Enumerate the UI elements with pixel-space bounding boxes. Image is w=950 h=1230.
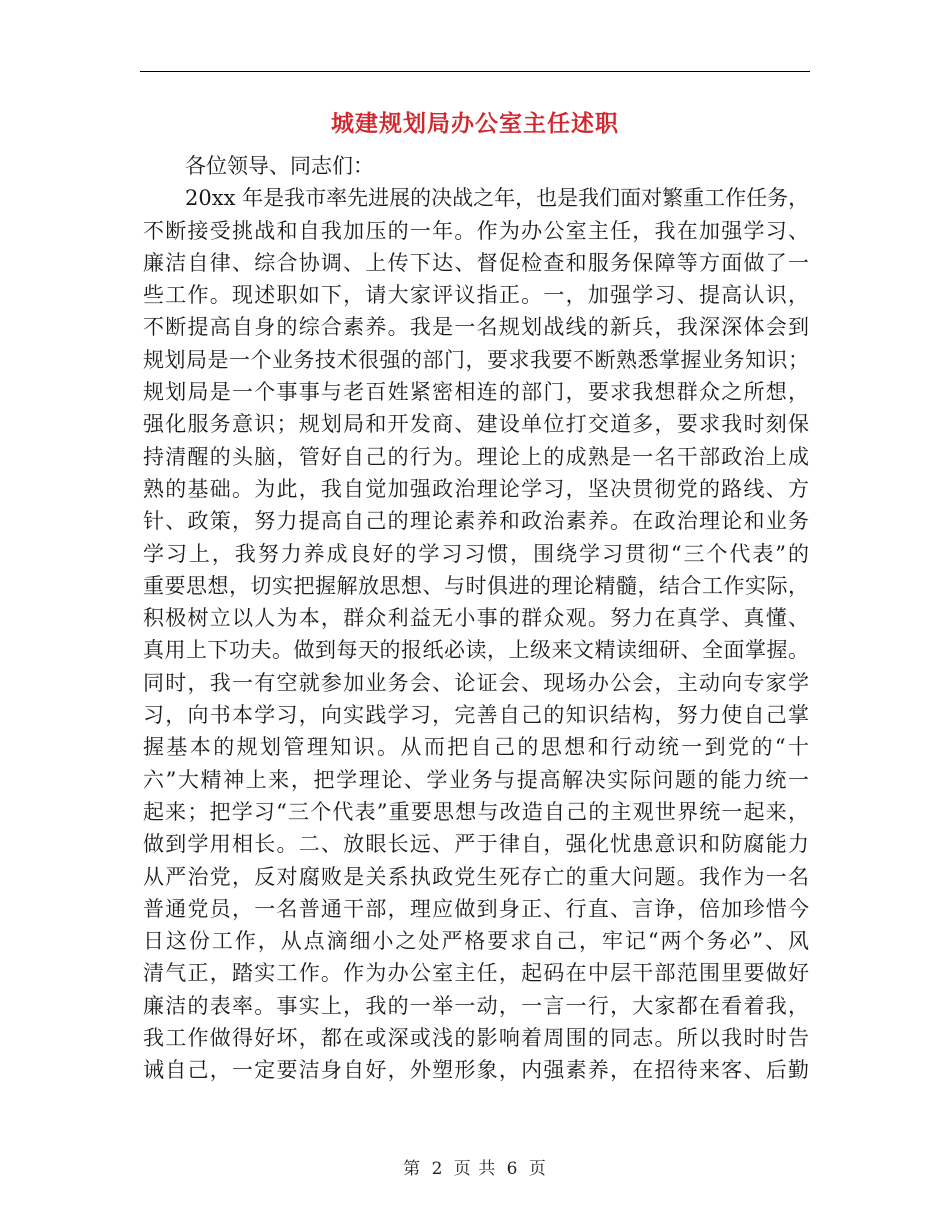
text-line: 清气正，踏实工作。作为办公室主任，起码在中层干部范围里要做好 [143,961,809,986]
text-line: 习，向书本学习，向实践学习，完善自己的知识结构，努力使自己掌 [143,703,809,728]
text-line: 日这份工作，从点滴细小之处严格要求自己，牢记“两个务必”、风 [143,929,809,954]
text-line: 规划局是一个业务技术很强的部门，要求我要不断熟悉掌握业务知识； [143,347,809,372]
text-line: 从严治党，反对腐败是关系执政党生死存亡的重大问题。我作为一名 [143,864,809,889]
text-line: 我工作做得好坏，都在或深或浅的影响着周围的同志。所以我时时告 [143,1026,809,1051]
text-line: 做到学用相长。二、放眼长远、严于律自，强化忧患意识和防腐能力 [143,832,809,857]
header-rule [140,71,810,72]
footer-prefix: 第 [403,1159,422,1179]
text-line: 诫自己，一定要洁身自好，外塑形象，内强素养，在招待来客、后勤 [143,1058,809,1083]
footer-middle: 页 共 [453,1159,497,1179]
footer-page-number: 2 [431,1159,444,1179]
text-line: 六”大精神上来，把学理论、学业务与提高解决实际问题的能力统一 [143,767,809,792]
page-footer [0,1154,950,1179]
document-body [143,150,809,1087]
footer-total-pages: 6 [506,1159,519,1179]
text-line: 同时，我一有空就参加业务会、论证会、现场办公会，主动向专家学 [143,670,809,695]
text-line: 真用上下功夫。做到每天的报纸必读，上级来文精读细研、全面掌握。 [143,638,809,663]
text-line: 积极树立以人为本，群众利益无小事的群众观。努力在真学、真懂、 [143,606,809,631]
text-line: 不断接受挑战和自我加压的一年。作为办公室主任，我在加强学习、 [143,218,809,243]
greeting-line: 各位领导、同志们： [185,154,374,178]
text-line: 握基本的规划管理知识。从而把自己的思想和行动统一到党的“十 [143,735,809,760]
text-line: 强化服务意识；规划局和开发商、建设单位打交道多，要求我时刻保 [143,412,809,437]
text-line: 持清醒的头脑，管好自己的行为。理论上的成熟是一名干部政治上成 [143,444,809,469]
text-line: 廉洁自律、综合协调、上传下达、督促检查和服务保障等方面做了一 [143,250,809,275]
text-line: 起来；把学习“三个代表”重要思想与改造自己的主观世界统一起来， [143,799,809,824]
document-title: 城建规划局办公室主任述职 [331,110,619,137]
text-line: 规划局是一个事事与老百姓紧密相连的部门，要求我想群众之所想， [143,380,809,405]
footer-suffix: 页 [528,1159,547,1179]
text-line: 20xx 年是我市率先进展的决战之年，也是我们面对繁重工作任务， [185,186,810,211]
text-line: 熟的基础。为此，我自觉加强政治理论学习，坚决贯彻党的路线、方 [143,476,809,501]
text-line: 重要思想，切实把握解放思想、与时俱进的理论精髓，结合工作实际， [143,573,809,598]
text-line: 针、政策，努力提高自己的理论素养和政治素养。在政治理论和业务 [143,509,809,534]
text-line: 廉洁的表率。事实上，我的一举一动，一言一行，大家都在看着我， [143,993,809,1018]
text-line: 普通党员，一名普通干部，理应做到身正、行直、言诤，倍加珍惜今 [143,896,809,921]
body-paragraph [143,182,809,1086]
text-line: 些工作。现述职如下，请大家评议指正。一，加强学习、提高认识， [143,283,809,308]
greeting-paragraph [143,150,809,182]
text-line: 学习上，我努力养成良好的学习习惯，围绕学习贯彻“三个代表”的 [143,541,809,566]
text-line: 不断提高自身的综合素养。我是一名规划战线的新兵，我深深体会到 [143,315,809,340]
